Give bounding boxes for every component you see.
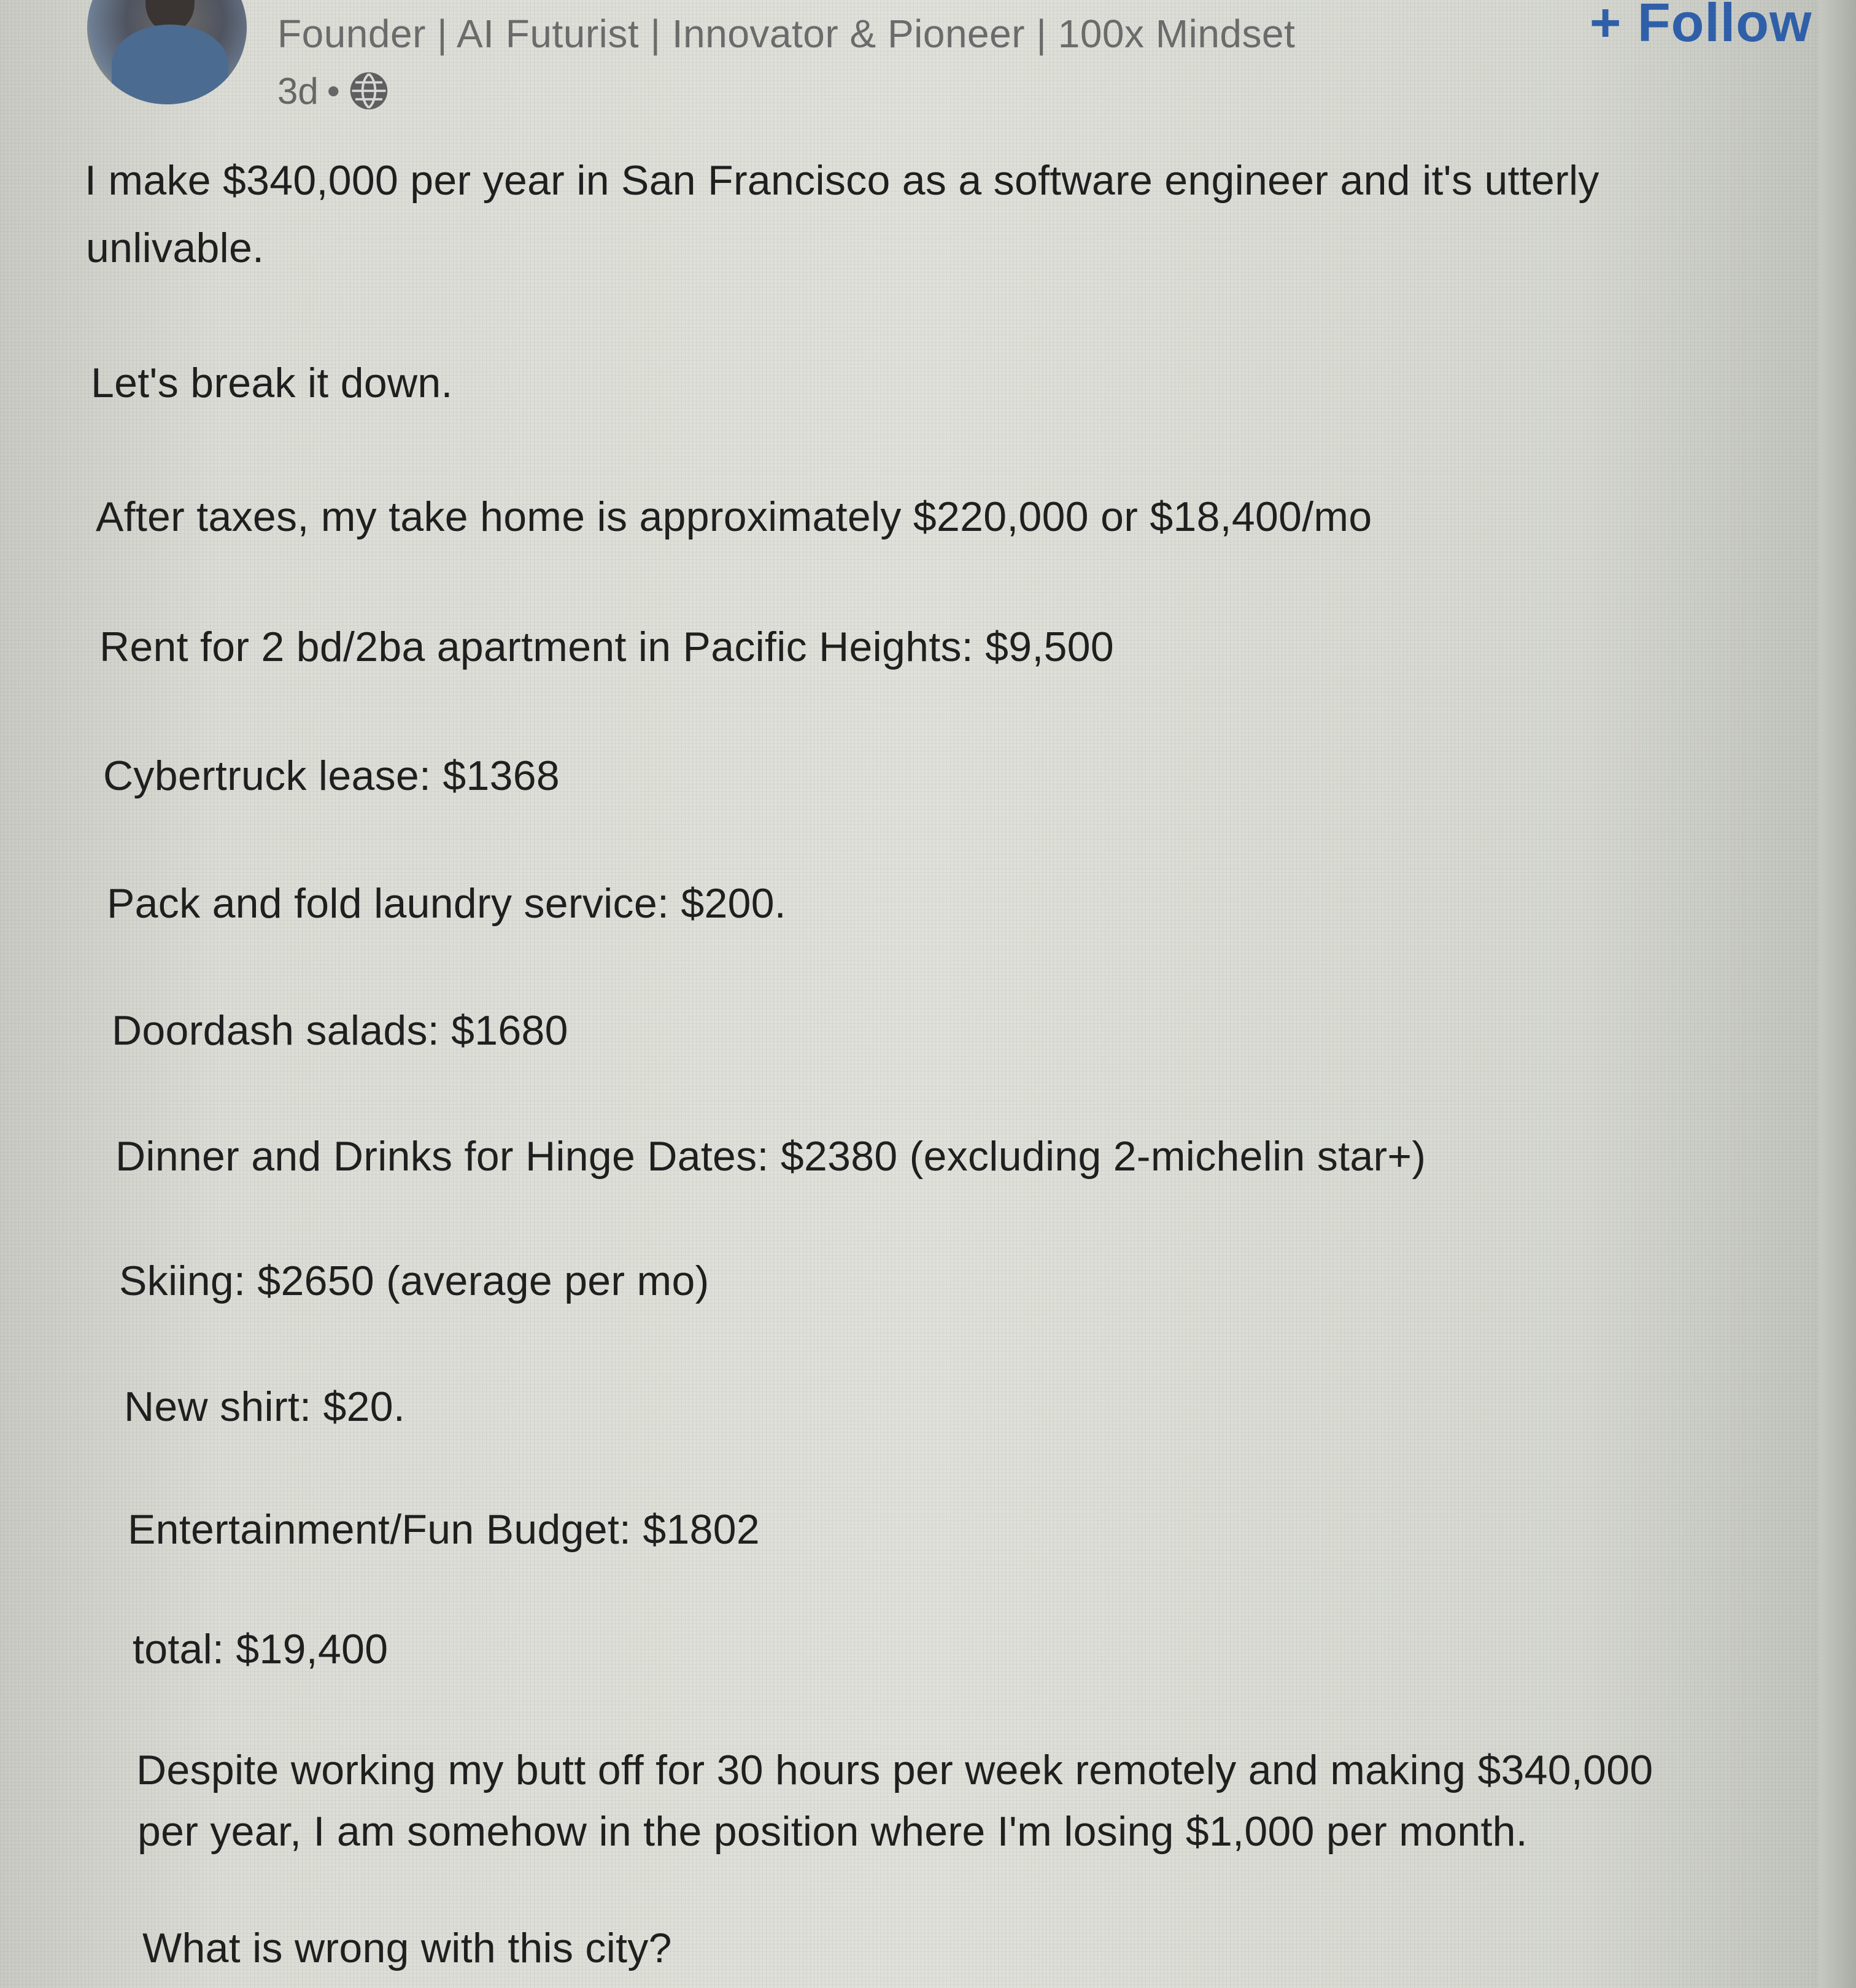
avatar[interactable] — [87, 0, 247, 104]
expense-cybertruck: Cybertruck lease: $1368 — [103, 752, 560, 799]
expense-entertainment: Entertainment/Fun Budget: $1802 — [128, 1506, 760, 1553]
post-text-despite-line2: per year, I am somehow in the position where I'm losing $1,000 per month. — [137, 1808, 1528, 1855]
post-text-intro-line1: I make $340,000 per year in San Francisco as a software engineer and it's utterly — [85, 157, 1599, 204]
post-text-despite-line1: Despite working my butt off for 30 hours per week remotely and making $340,000 — [136, 1747, 1653, 1793]
post-text-take-home: After taxes, my take home is approximately $220,000 or $18,400/mo — [96, 493, 1372, 540]
globe-icon — [349, 71, 389, 111]
expense-rent: Rent for 2 bd/2ba apartment in Pacific Heights: $9,500 — [99, 624, 1114, 670]
avatar-shirt — [112, 25, 228, 104]
follow-button[interactable]: + Follow — [1590, 0, 1812, 53]
meta-separator: • — [327, 70, 340, 112]
expense-doordash: Doordash salads: $1680 — [112, 1007, 568, 1054]
post-text-breakdown: Let's break it down. — [91, 360, 453, 406]
post-text-intro-line2: unlivable. — [86, 225, 265, 271]
expense-skiing: Skiing: $2650 (average per mo) — [119, 1258, 710, 1304]
expense-shirt: New shirt: $20. — [124, 1383, 406, 1430]
post-timestamp: 3d — [277, 70, 319, 112]
post-text-closing: What is wrong with this city? — [142, 1925, 672, 1971]
expense-laundry: Pack and fold laundry service: $200. — [107, 880, 787, 927]
post-meta — [277, 66, 389, 115]
author-headline[interactable]: Founder | AI Futurist | Innovator & Pioneer | 100x Mindset — [277, 12, 1296, 56]
expense-total: total: $19,400 — [133, 1626, 389, 1673]
expense-dates: Dinner and Drinks for Hinge Dates: $2380 (excluding 2-michelin star+) — [115, 1133, 1426, 1180]
screen-edge — [1819, 0, 1856, 1988]
